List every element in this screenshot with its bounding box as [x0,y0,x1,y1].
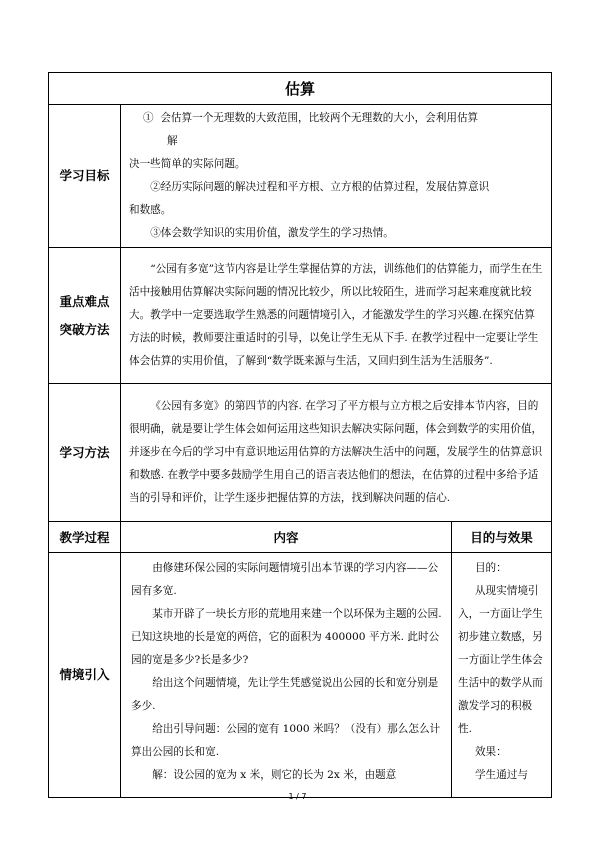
difficulty-text: “公园有多宽”这节内容是让学生掌握估算的方法，训练他们的估算能力，而学生在生活中接触用估算解决实际问题的情况比较少，所以比较陌生，进而学习起来难度就比较大。教学中一定要选取学生熟悉的问题情境引入，才能激发学生的学习兴趣.在探究估算方法的时候，教师要注重适时的引导，以免让学生无从下手. 在教学过程中一定要让学生体会估算的实用价值，了解到“数学既来源与生活，又回归到生活为生活服务”. [129,263,543,367]
goal-1-text: 会估算一个无理数的大致范围，比较两个无理数的大小，会利用估算 [160,112,479,124]
goals-content [121,105,552,248]
difficulty-label-line-1: 重点难点 [59,293,110,309]
title-row [49,73,552,105]
method-label: 学习方法 [49,384,121,522]
intro-paragraph-1: 由修建环保公园的实际问题情境引出本节课的学习内容——公园有多宽. [131,562,439,597]
method-content [121,384,552,522]
goal-1-number: ① [143,112,154,124]
difficulty-label [49,248,121,384]
process-header-row [49,522,552,553]
intro-paragraph-2: 某市开辟了一块长方形的荒地用来建一个以环保为主题的公园. 已知这块地的长是宽的两倍，它的面积为 400000 平方米. 此时公园的宽是多少?长是多少? [131,608,442,666]
header-content: 内容 [121,522,452,553]
goal-3-text: ③体会数学知识的实用价值，激发学生的学习热情。 [150,227,394,239]
document-title: 估算 [49,73,552,105]
goal-1-wrap: 解 [167,135,178,147]
intro-paragraph-4: 给出引导问题：公园的宽有 1000 米吗？（没有）那么怎么计算出公园的长和宽. [131,723,441,758]
intro-purpose [452,553,552,798]
goal-2-continuation: 和数感。 [129,204,172,216]
intro-row [49,553,552,798]
effect-label: 效果： [474,746,507,758]
difficulty-row [49,248,552,384]
method-row [49,384,552,522]
method-text: 《公园有多宽》的第四节的内容. 在学习了平方根与立方根之后安排本节内容，目的很明确，就是要让学生体会如何运用这些知识去解决实际问题，体会到数学的实用价值，并逐步在今后的学习中有意识地运用估算的方法解决生活中的问题，发展学生的估算意识和数感. 在教学中要多鼓励学生用自己的语言表达他们的想法，在估算的过程中多给予适当的引导和评价，让学生逐步把握估算的方法，找到解决问题的信心. [129,400,543,504]
intro-paragraph-3: 给出这个问题情境，先让学生凭感觉说出公园的长和宽分别是多少. [131,677,439,712]
effect-text: 学生通过与 [474,769,528,781]
goals-label: 学习目标 [49,105,121,248]
intro-paragraph-5: 解：设公园的宽为 x 米，则它的长为 2x 米，由题意 [152,769,397,781]
header-teaching-process: 教学过程 [49,522,121,553]
goal-2-text: ②经历实际问题的解决过程和平方根、立方根的估算过程，发展估算意识 [150,181,490,193]
goal-1-continuation: 决一些简单的实际问题。 [129,158,246,170]
difficulty-content [121,248,552,384]
intro-content [121,553,452,798]
difficulty-label-line-2: 突破方法 [59,321,110,337]
header-purpose-effect: 目的与效果 [452,522,552,553]
goals-row [49,105,552,248]
page-number: 1 / 7 [288,792,307,801]
intro-label: 情境引入 [49,553,121,798]
purpose-label: 目的： [474,562,507,574]
lesson-plan-table [48,72,552,798]
purpose-text: 从现实情境引入，一方面让学生初步建立数感，另一方面让学生体会生活中的数学从而激发学习的积极性. [458,585,543,735]
